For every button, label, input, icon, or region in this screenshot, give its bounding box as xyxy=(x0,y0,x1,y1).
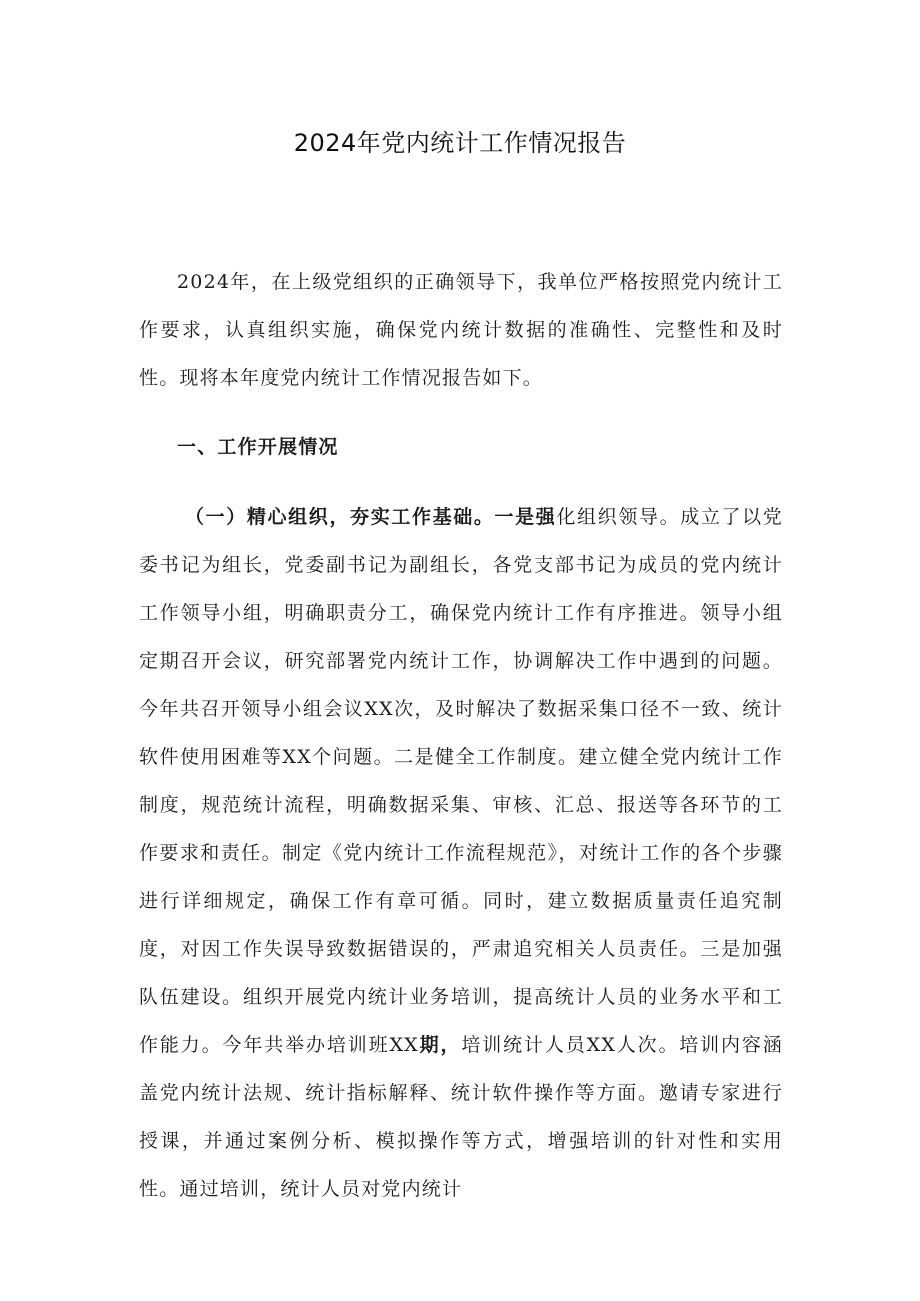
paragraph-bold-fragment: 期， xyxy=(418,1034,462,1056)
body-paragraph xyxy=(139,493,783,1213)
section-heading: 一、工作开展情况 xyxy=(177,436,339,458)
paragraph-lead-bold: （一）精心组织，夯实工作基础。一是强 xyxy=(185,506,557,528)
paragraph-text: 化组织领导。成立了以党委书记为组长，党委副书记为副组长，各党支部书记为成员的党内统计工作领导小组，明确职责分工，确保党内统计工作有序推进。领导小组定期召开会议，研究部署党内统计工作，协调解决工作中遇到的问题。今年共召开领导小组会议XX次，及时解决了数据采集口径不一致、统计软件使用困难等XX个问题。二是健全工作制度。建立健全党内统计工作制度，规范统计流程，明确数据采集、审核、汇总、报送等各环节的工作要求和责任。制定《党内统计工作流程规范》，对统计工作的各个步骤进行详细规定，确保工作有章可循。同时，建立数据质量责任追究制度，对因工作失误导致数据错误的，严肃追究相关人员责任。三是加强队伍建设。组织开展党内统计业务培训，提高统计人员的业务水平和工作能力。今年共举办培训班XX xyxy=(139,506,783,1056)
intro-paragraph: 2024年，在上级党组织的正确领导下，我单位严格按照党内统计工作要求，认真组织实施，确保党内统计数据的准确性、完整性和及时性。现将本年度党内统计工作情况报告如下。 xyxy=(139,271,783,389)
paragraph-text-continued: 培训统计人员XX人次。培训内容涵盖党内统计法规、统计指标解释、统计软件操作等方面。邀请专家进行授课，并通过案例分析、模拟操作等方式，增强培训的针对性和实用性。通过培训，统计人员对党内统计 xyxy=(139,1034,783,1200)
document-title: 2024年党内统计工作情况报告 xyxy=(293,129,627,157)
